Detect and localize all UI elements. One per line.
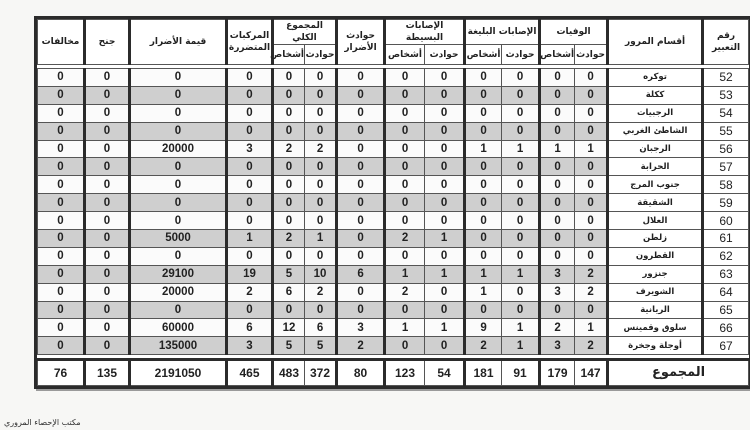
cell-deaths-accidents: 1: [575, 140, 608, 158]
cell-damaged-vehicles: 0: [227, 212, 273, 230]
cell-minor-accidents: 0: [425, 69, 465, 87]
cell-grand-total-persons: 2: [273, 140, 305, 158]
cell-traffic-section: الشاطئ الغربي: [608, 122, 703, 140]
cell-row-number: 58: [703, 176, 749, 194]
cell-serious-persons: 0: [465, 194, 502, 212]
cell-misdemeanors: 0: [85, 86, 130, 104]
cell-damage-value: 0: [130, 212, 227, 230]
cell-deaths-accidents: 1: [575, 319, 608, 337]
total-serious-accidents: 91: [502, 360, 540, 386]
cell-deaths-accidents: 0: [575, 69, 608, 87]
cell-serious-persons: 0: [465, 212, 502, 230]
cell-deaths-accidents: 0: [575, 158, 608, 176]
cell-deaths-persons: 3: [540, 265, 575, 283]
cell-grand-total-accidents: 0: [305, 194, 337, 212]
cell-serious-persons: 1: [465, 265, 502, 283]
cell-serious-accidents: 0: [502, 86, 540, 104]
cell-grand-total-persons: 0: [273, 301, 305, 319]
cell-misdemeanors: 0: [85, 265, 130, 283]
cell-misdemeanors: 0: [85, 337, 130, 355]
cell-serious-accidents: 0: [502, 122, 540, 140]
cell-minor-accidents: 1: [425, 230, 465, 248]
cell-damaged-vehicles: 3: [227, 140, 273, 158]
cell-traffic-section: الحرابة: [608, 158, 703, 176]
cell-damage-value: 29100: [130, 265, 227, 283]
cell-row-number: 53: [703, 86, 749, 104]
table-row: [38, 265, 749, 283]
cell-grand-total-accidents: 0: [305, 69, 337, 87]
cell-deaths-accidents: 0: [575, 230, 608, 248]
cell-serious-accidents: 0: [502, 301, 540, 319]
cell-damage-accidents: 0: [337, 140, 385, 158]
cell-damage-value: 20000: [130, 140, 227, 158]
cell-traffic-section: الريانية: [608, 301, 703, 319]
cell-serious-accidents: 1: [502, 140, 540, 158]
cell-minor-persons: 0: [385, 337, 425, 355]
cell-serious-persons: 2: [465, 337, 502, 355]
cell-grand-total-persons: 5: [273, 337, 305, 355]
cell-violations: 0: [38, 337, 85, 355]
cell-damage-accidents: 0: [337, 230, 385, 248]
table-row: [38, 158, 749, 176]
cell-misdemeanors: 0: [85, 319, 130, 337]
table-row: [38, 212, 749, 230]
cell-traffic-section: الشويرف: [608, 283, 703, 301]
cell-grand-total-persons: 0: [273, 212, 305, 230]
cell-misdemeanors: 0: [85, 230, 130, 248]
cell-grand-total-accidents: 0: [305, 212, 337, 230]
cell-damaged-vehicles: 0: [227, 301, 273, 319]
cell-grand-total-persons: 0: [273, 176, 305, 194]
cell-serious-persons: 0: [465, 247, 502, 265]
cell-violations: 0: [38, 158, 85, 176]
cell-damage-value: 0: [130, 86, 227, 104]
cell-grand-total-accidents: 0: [305, 301, 337, 319]
cell-row-number: 57: [703, 158, 749, 176]
cell-damaged-vehicles: 0: [227, 122, 273, 140]
cell-serious-accidents: 1: [502, 265, 540, 283]
cell-minor-persons: 0: [385, 86, 425, 104]
cell-damage-value: 0: [130, 194, 227, 212]
cell-damaged-vehicles: 3: [227, 337, 273, 355]
total-minor-accidents: 54: [425, 360, 465, 386]
cell-traffic-section: الرجبان: [608, 140, 703, 158]
header-damage-value: قيمة الأضرار: [130, 20, 227, 65]
cell-deaths-persons: 0: [540, 194, 575, 212]
cell-violations: 0: [38, 176, 85, 194]
cell-minor-persons: 0: [385, 176, 425, 194]
header-violations: مخالفات: [38, 20, 85, 65]
cell-grand-total-accidents: 10: [305, 265, 337, 283]
cell-row-number: 65: [703, 301, 749, 319]
cell-minor-persons: 2: [385, 230, 425, 248]
header-damage-accidents: حوادث الأضرار: [337, 20, 385, 65]
traffic-statistics-table-frame: [34, 16, 750, 389]
cell-damage-accidents: 0: [337, 176, 385, 194]
cell-minor-persons: 0: [385, 212, 425, 230]
cell-traffic-section: جنوب المرج: [608, 176, 703, 194]
subheader-deaths-accidents: حوادث: [575, 45, 608, 65]
cell-traffic-section: أوجلة وجخرة: [608, 337, 703, 355]
cell-deaths-persons: 1: [540, 140, 575, 158]
cell-grand-total-accidents: 0: [305, 176, 337, 194]
cell-serious-persons: 0: [465, 122, 502, 140]
cell-damage-value: 20000: [130, 283, 227, 301]
cell-damaged-vehicles: 1: [227, 230, 273, 248]
cell-damage-value: 0: [130, 122, 227, 140]
cell-damage-accidents: 3: [337, 319, 385, 337]
header-grand-total: المجموع الكلي: [273, 20, 337, 45]
cell-serious-persons: 1: [465, 140, 502, 158]
cell-serious-persons: 0: [465, 176, 502, 194]
cell-deaths-persons: 0: [540, 230, 575, 248]
cell-grand-total-accidents: 2: [305, 283, 337, 301]
cell-traffic-section: توكره: [608, 69, 703, 87]
cell-minor-accidents: 0: [425, 212, 465, 230]
cell-misdemeanors: 0: [85, 194, 130, 212]
cell-serious-persons: 0: [465, 104, 502, 122]
cell-grand-total-accidents: 6: [305, 319, 337, 337]
cell-grand-total-persons: 0: [273, 158, 305, 176]
cell-serious-accidents: 0: [502, 194, 540, 212]
table-row: [38, 176, 749, 194]
cell-minor-persons: 2: [385, 283, 425, 301]
cell-deaths-accidents: 0: [575, 122, 608, 140]
cell-traffic-section: العلال: [608, 212, 703, 230]
cell-deaths-persons: 0: [540, 176, 575, 194]
cell-damaged-vehicles: 0: [227, 247, 273, 265]
cell-grand-total-accidents: 0: [305, 247, 337, 265]
cell-serious-accidents: 0: [502, 230, 540, 248]
cell-damaged-vehicles: 0: [227, 69, 273, 87]
cell-minor-persons: 1: [385, 319, 425, 337]
cell-deaths-persons: 0: [540, 158, 575, 176]
cell-serious-accidents: 0: [502, 104, 540, 122]
cell-row-number: 61: [703, 230, 749, 248]
cell-minor-persons: 0: [385, 122, 425, 140]
subheader-total-persons: أشخاص: [273, 45, 305, 65]
cell-violations: 0: [38, 283, 85, 301]
cell-violations: 0: [38, 247, 85, 265]
cell-minor-persons: 1: [385, 265, 425, 283]
cell-damage-value: 0: [130, 247, 227, 265]
cell-grand-total-persons: 0: [273, 247, 305, 265]
cell-deaths-accidents: 2: [575, 337, 608, 355]
cell-damage-accidents: 0: [337, 86, 385, 104]
cell-deaths-persons: 0: [540, 247, 575, 265]
table-row: [38, 283, 749, 301]
cell-damaged-vehicles: 19: [227, 265, 273, 283]
total-damaged-vehicles: 465: [227, 360, 273, 386]
cell-serious-accidents: 1: [502, 319, 540, 337]
header-row-number: رقم التعبير: [703, 20, 749, 65]
table-row: [38, 337, 749, 355]
cell-damaged-vehicles: 0: [227, 104, 273, 122]
cell-violations: 0: [38, 212, 85, 230]
cell-violations: 0: [38, 301, 85, 319]
cell-violations: 0: [38, 122, 85, 140]
cell-minor-accidents: 0: [425, 194, 465, 212]
cell-grand-total-persons: 12: [273, 319, 305, 337]
cell-minor-persons: 0: [385, 104, 425, 122]
cell-grand-total-persons: 0: [273, 69, 305, 87]
cell-grand-total-accidents: 0: [305, 86, 337, 104]
subheader-minor-persons: أشخاص: [385, 45, 425, 65]
cell-grand-total-persons: 2: [273, 230, 305, 248]
subheader-minor-accidents: حوادث: [425, 45, 465, 65]
cell-damage-value: 135000: [130, 337, 227, 355]
total-deaths-persons: 179: [540, 360, 575, 386]
cell-grand-total-persons: 0: [273, 194, 305, 212]
cell-row-number: 56: [703, 140, 749, 158]
cell-deaths-accidents: 0: [575, 176, 608, 194]
table-row: [38, 104, 749, 122]
cell-traffic-section: زلطن: [608, 230, 703, 248]
cell-row-number: 60: [703, 212, 749, 230]
cell-misdemeanors: 0: [85, 122, 130, 140]
cell-damaged-vehicles: 2: [227, 283, 273, 301]
cell-serious-persons: 1: [465, 283, 502, 301]
cell-damage-accidents: 0: [337, 158, 385, 176]
cell-serious-persons: 0: [465, 158, 502, 176]
total-violations: 76: [38, 360, 85, 386]
cell-damage-value: 0: [130, 176, 227, 194]
total-deaths-accidents: 147: [575, 360, 608, 386]
total-grand-accidents: 372: [305, 360, 337, 386]
cell-serious-accidents: 0: [502, 212, 540, 230]
cell-deaths-persons: 0: [540, 86, 575, 104]
cell-deaths-accidents: 2: [575, 283, 608, 301]
cell-minor-accidents: 0: [425, 176, 465, 194]
cell-damage-value: 5000: [130, 230, 227, 248]
cell-deaths-persons: 0: [540, 69, 575, 87]
cell-minor-accidents: 1: [425, 319, 465, 337]
cell-deaths-accidents: 0: [575, 86, 608, 104]
header-traffic-section: أقسام المرور: [608, 20, 703, 65]
cell-serious-accidents: 0: [502, 247, 540, 265]
header-deaths: الوفيات: [540, 20, 608, 45]
cell-grand-total-persons: 0: [273, 104, 305, 122]
cell-minor-accidents: 0: [425, 86, 465, 104]
cell-deaths-accidents: 0: [575, 301, 608, 319]
cell-grand-total-accidents: 0: [305, 104, 337, 122]
cell-damage-accidents: 0: [337, 69, 385, 87]
cell-damage-value: 0: [130, 158, 227, 176]
totals-label: المجموع: [608, 360, 749, 386]
table-row: [38, 194, 749, 212]
cell-violations: 0: [38, 86, 85, 104]
cell-serious-accidents: 0: [502, 176, 540, 194]
cell-grand-total-accidents: 0: [305, 122, 337, 140]
cell-damage-accidents: 0: [337, 247, 385, 265]
cell-row-number: 64: [703, 283, 749, 301]
cell-traffic-section: الرجبيات: [608, 104, 703, 122]
cell-minor-accidents: 0: [425, 104, 465, 122]
cell-row-number: 62: [703, 247, 749, 265]
cell-misdemeanors: 0: [85, 104, 130, 122]
cell-serious-accidents: 1: [502, 337, 540, 355]
cell-row-number: 66: [703, 319, 749, 337]
cell-minor-accidents: 0: [425, 122, 465, 140]
cell-damage-accidents: 0: [337, 122, 385, 140]
cell-damaged-vehicles: 0: [227, 158, 273, 176]
totals-row: [38, 360, 749, 386]
cell-deaths-persons: 3: [540, 283, 575, 301]
cell-minor-accidents: 1: [425, 265, 465, 283]
cell-misdemeanors: 0: [85, 283, 130, 301]
table-row: [38, 247, 749, 265]
cell-minor-accidents: 0: [425, 283, 465, 301]
cell-deaths-persons: 0: [540, 122, 575, 140]
cell-deaths-accidents: 0: [575, 194, 608, 212]
cell-deaths-persons: 0: [540, 104, 575, 122]
header-damaged-vehicles: المركبات المتضررة: [227, 20, 273, 65]
cell-traffic-section: سلوق وقمينس: [608, 319, 703, 337]
cell-traffic-section: جنزور: [608, 265, 703, 283]
cell-grand-total-accidents: 5: [305, 337, 337, 355]
header-minor-injuries: الإصابات البسيطة: [385, 20, 465, 45]
cell-violations: 0: [38, 104, 85, 122]
total-grand-persons: 483: [273, 360, 305, 386]
cell-serious-accidents: 0: [502, 283, 540, 301]
cell-damaged-vehicles: 0: [227, 86, 273, 104]
table-row: [38, 86, 749, 104]
cell-damage-accidents: 0: [337, 104, 385, 122]
footer-office-label: مكتب الإحصاء المروري: [4, 418, 81, 427]
cell-deaths-accidents: 0: [575, 104, 608, 122]
cell-damage-accidents: 0: [337, 212, 385, 230]
cell-minor-accidents: 0: [425, 158, 465, 176]
cell-damage-accidents: 0: [337, 301, 385, 319]
cell-minor-accidents: 0: [425, 247, 465, 265]
header-serious-injuries: الإصابات البليغة: [465, 20, 540, 45]
cell-row-number: 54: [703, 104, 749, 122]
subheader-serious-persons: أشخاص: [465, 45, 502, 65]
cell-deaths-accidents: 0: [575, 212, 608, 230]
cell-violations: 0: [38, 230, 85, 248]
table-row: [38, 140, 749, 158]
cell-violations: 0: [38, 194, 85, 212]
cell-damage-accidents: 6: [337, 265, 385, 283]
cell-traffic-section: الشقيقة: [608, 194, 703, 212]
cell-serious-accidents: 0: [502, 158, 540, 176]
table-row: [38, 69, 749, 87]
cell-minor-persons: 0: [385, 301, 425, 319]
subheader-total-accidents: حوادث: [305, 45, 337, 65]
cell-deaths-accidents: 2: [575, 265, 608, 283]
cell-damaged-vehicles: 6: [227, 319, 273, 337]
cell-grand-total-accidents: 0: [305, 158, 337, 176]
cell-misdemeanors: 0: [85, 69, 130, 87]
total-misdemeanors: 135: [85, 360, 130, 386]
cell-serious-accidents: 0: [502, 69, 540, 87]
cell-violations: 0: [38, 265, 85, 283]
cell-damage-accidents: 0: [337, 283, 385, 301]
cell-minor-persons: 0: [385, 158, 425, 176]
cell-row-number: 55: [703, 122, 749, 140]
cell-row-number: 52: [703, 69, 749, 87]
header-misdemeanors: جنح: [85, 20, 130, 65]
cell-damage-value: 0: [130, 104, 227, 122]
total-minor-persons: 123: [385, 360, 425, 386]
subheader-serious-accidents: حوادث: [502, 45, 540, 65]
cell-serious-persons: 9: [465, 319, 502, 337]
subheader-deaths-persons: أشخاص: [540, 45, 575, 65]
cell-misdemeanors: 0: [85, 158, 130, 176]
cell-damage-accidents: 2: [337, 337, 385, 355]
cell-minor-accidents: 0: [425, 301, 465, 319]
cell-violations: 0: [38, 140, 85, 158]
cell-grand-total-persons: 5: [273, 265, 305, 283]
cell-grand-total-persons: 0: [273, 122, 305, 140]
table-row: [38, 122, 749, 140]
cell-grand-total-persons: 6: [273, 283, 305, 301]
cell-misdemeanors: 0: [85, 247, 130, 265]
cell-minor-persons: 0: [385, 69, 425, 87]
cell-serious-persons: 0: [465, 69, 502, 87]
cell-grand-total-persons: 0: [273, 86, 305, 104]
table-row: [38, 230, 749, 248]
cell-minor-persons: 0: [385, 140, 425, 158]
cell-grand-total-accidents: 1: [305, 230, 337, 248]
total-damage-value: 2191050: [130, 360, 227, 386]
cell-serious-persons: 0: [465, 301, 502, 319]
cell-minor-persons: 0: [385, 194, 425, 212]
cell-violations: 0: [38, 319, 85, 337]
cell-misdemeanors: 0: [85, 301, 130, 319]
cell-deaths-persons: 0: [540, 212, 575, 230]
cell-violations: 0: [38, 69, 85, 87]
cell-deaths-persons: 0: [540, 301, 575, 319]
total-damage-accidents: 80: [337, 360, 385, 386]
cell-minor-accidents: 0: [425, 337, 465, 355]
cell-traffic-section: ككلة: [608, 86, 703, 104]
cell-grand-total-accidents: 2: [305, 140, 337, 158]
cell-traffic-section: القطرون: [608, 247, 703, 265]
cell-damaged-vehicles: 0: [227, 176, 273, 194]
cell-minor-accidents: 0: [425, 140, 465, 158]
table-row: [38, 319, 749, 337]
cell-row-number: 63: [703, 265, 749, 283]
cell-row-number: 59: [703, 194, 749, 212]
traffic-statistics-table: [37, 19, 749, 386]
cell-damage-value: 0: [130, 301, 227, 319]
total-serious-persons: 181: [465, 360, 502, 386]
cell-damage-value: 60000: [130, 319, 227, 337]
cell-damaged-vehicles: 0: [227, 194, 273, 212]
cell-deaths-accidents: 0: [575, 247, 608, 265]
cell-misdemeanors: 0: [85, 212, 130, 230]
cell-misdemeanors: 0: [85, 176, 130, 194]
cell-deaths-persons: 3: [540, 337, 575, 355]
cell-serious-persons: 0: [465, 230, 502, 248]
cell-row-number: 67: [703, 337, 749, 355]
cell-damage-value: 0: [130, 69, 227, 87]
cell-misdemeanors: 0: [85, 140, 130, 158]
table-row: [38, 301, 749, 319]
cell-deaths-persons: 2: [540, 319, 575, 337]
cell-minor-persons: 0: [385, 247, 425, 265]
cell-serious-persons: 0: [465, 86, 502, 104]
cell-damage-accidents: 0: [337, 194, 385, 212]
